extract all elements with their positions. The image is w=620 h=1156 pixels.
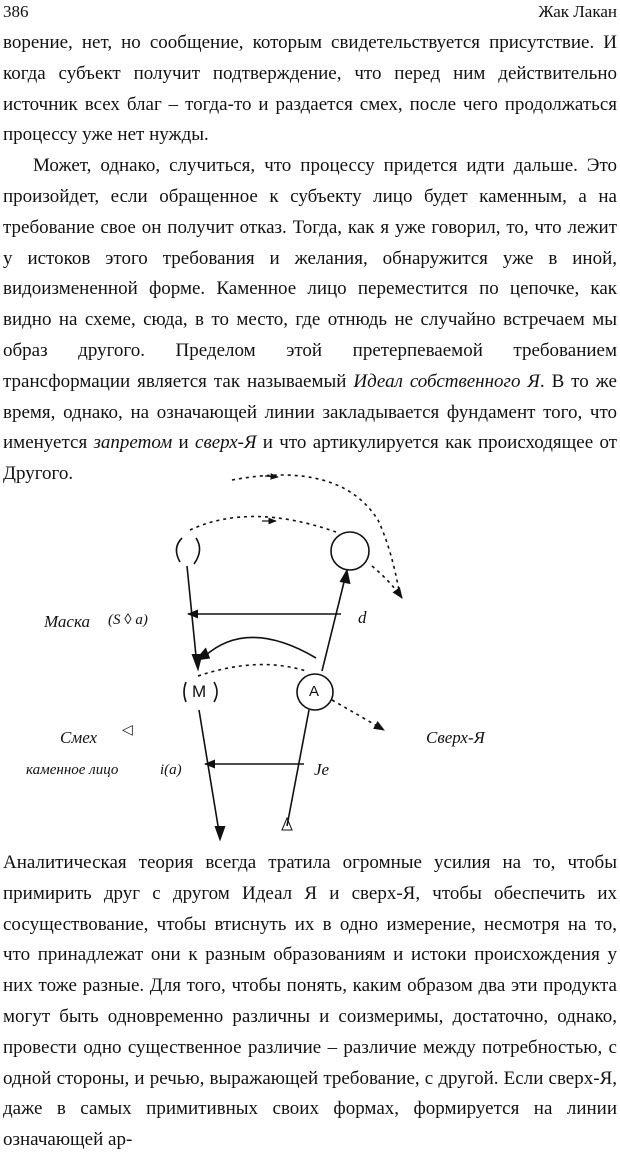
lower-left-arrow — [215, 826, 225, 840]
term-prohibition: запретом — [93, 432, 173, 454]
paragraph-text: и что артикулируется как происходящее от Другого. — [3, 432, 618, 485]
label-mask-formula: (S ◊ a) — [108, 612, 148, 628]
term-superego: сверх-Я — [195, 432, 257, 454]
label-i-a: i(a) — [160, 762, 182, 778]
outer-arc — [232, 475, 400, 596]
lower-right-line — [287, 710, 309, 826]
left-top-node — [176, 538, 199, 564]
middle-arc — [205, 637, 316, 658]
outer-arc-arrow — [265, 476, 278, 477]
node-a-label: A — [309, 683, 320, 700]
triangle-mark: ◁ — [122, 723, 133, 738]
middle-arc-dash — [198, 665, 306, 676]
page-number: 386 — [3, 2, 29, 21]
paragraph-text: . В то же время, однако, на означающей линии закладывается фундамент того, что именуется — [3, 370, 617, 454]
text-block-bottom — [3, 848, 617, 1156]
upper-arc — [190, 516, 336, 532]
page-header — [3, 0, 617, 26]
label-mask: Маска — [44, 612, 90, 631]
label-superego: Сверх-Я — [426, 728, 485, 747]
paragraph-text: и — [172, 432, 196, 454]
node-m-label: M — [192, 682, 207, 701]
right-vertical-arrow — [340, 570, 350, 584]
paragraph-analytic-theory: Аналитическая теория всегда тратила огромные усилия на то, чтобы примирить друг с другом Идеал Я и сверх-Я, чтобы обеспечить их сосуществование, чтобы втиснуть их в одно измерение, несмотря на то, что принадлежат они к разным образованиям и истоки происхождения у них тоже разные. Для того, чтобы понять, каким образом два эти продукта могут быть одновременно различны и соизмеримы, достаточно, однако, провести одно существенное различие – различие между потребностью, с одной стороны, и речью, выражающей требование, с другой. Если сверх-Я, даже в самых примитивных своих формах, формируется на линии означающей ар- — [3, 852, 617, 1151]
paragraph-stone-face — [3, 151, 617, 490]
right-top-node — [331, 532, 369, 570]
label-laugh: Смех — [60, 728, 98, 747]
superego-arrow — [332, 700, 384, 730]
term-ideal-ego: Идеал собственного Я — [353, 370, 540, 392]
label-d: d — [358, 608, 367, 627]
paragraph-text: Может, однако, случиться, что процессу придется идти дальше. Это произойдет, если обращенное к субъекту лицо будет каменным, а на требование свое он получит отказ. Тогда, как я уже говорил, то, что лежит у истоков этого требования и желания, обнаружится уже в иной, видоизмененной форме. Каменное лицо переместится по цепочке, как видно на схеме, сюда, в то место, где отнюдь не случайно встречаем мы образ другого. Пределом этой претерпеваемой требованием трансформации является так называемый — [3, 155, 617, 392]
label-stone-face: каменное лицо — [26, 762, 119, 778]
lacan-graph-figure — [0, 466, 620, 842]
label-je: Je — [314, 760, 330, 779]
right-vertical-line — [322, 574, 346, 671]
paragraph-continued: ворение, нет, но сообщение, которым свидетельствуется присутствие. И когда субъект получит подтверждение, что перед ним действительно источник всех благ – тогда-то и раздается смех, после чего продолжаться процессу уже нет нужды. — [3, 32, 617, 146]
text-block-top — [3, 28, 617, 490]
running-title: Жак Лакан — [538, 2, 617, 21]
left-vertical-line — [187, 566, 197, 666]
lower-left-line — [199, 710, 220, 838]
graph-drawing — [0, 466, 620, 842]
